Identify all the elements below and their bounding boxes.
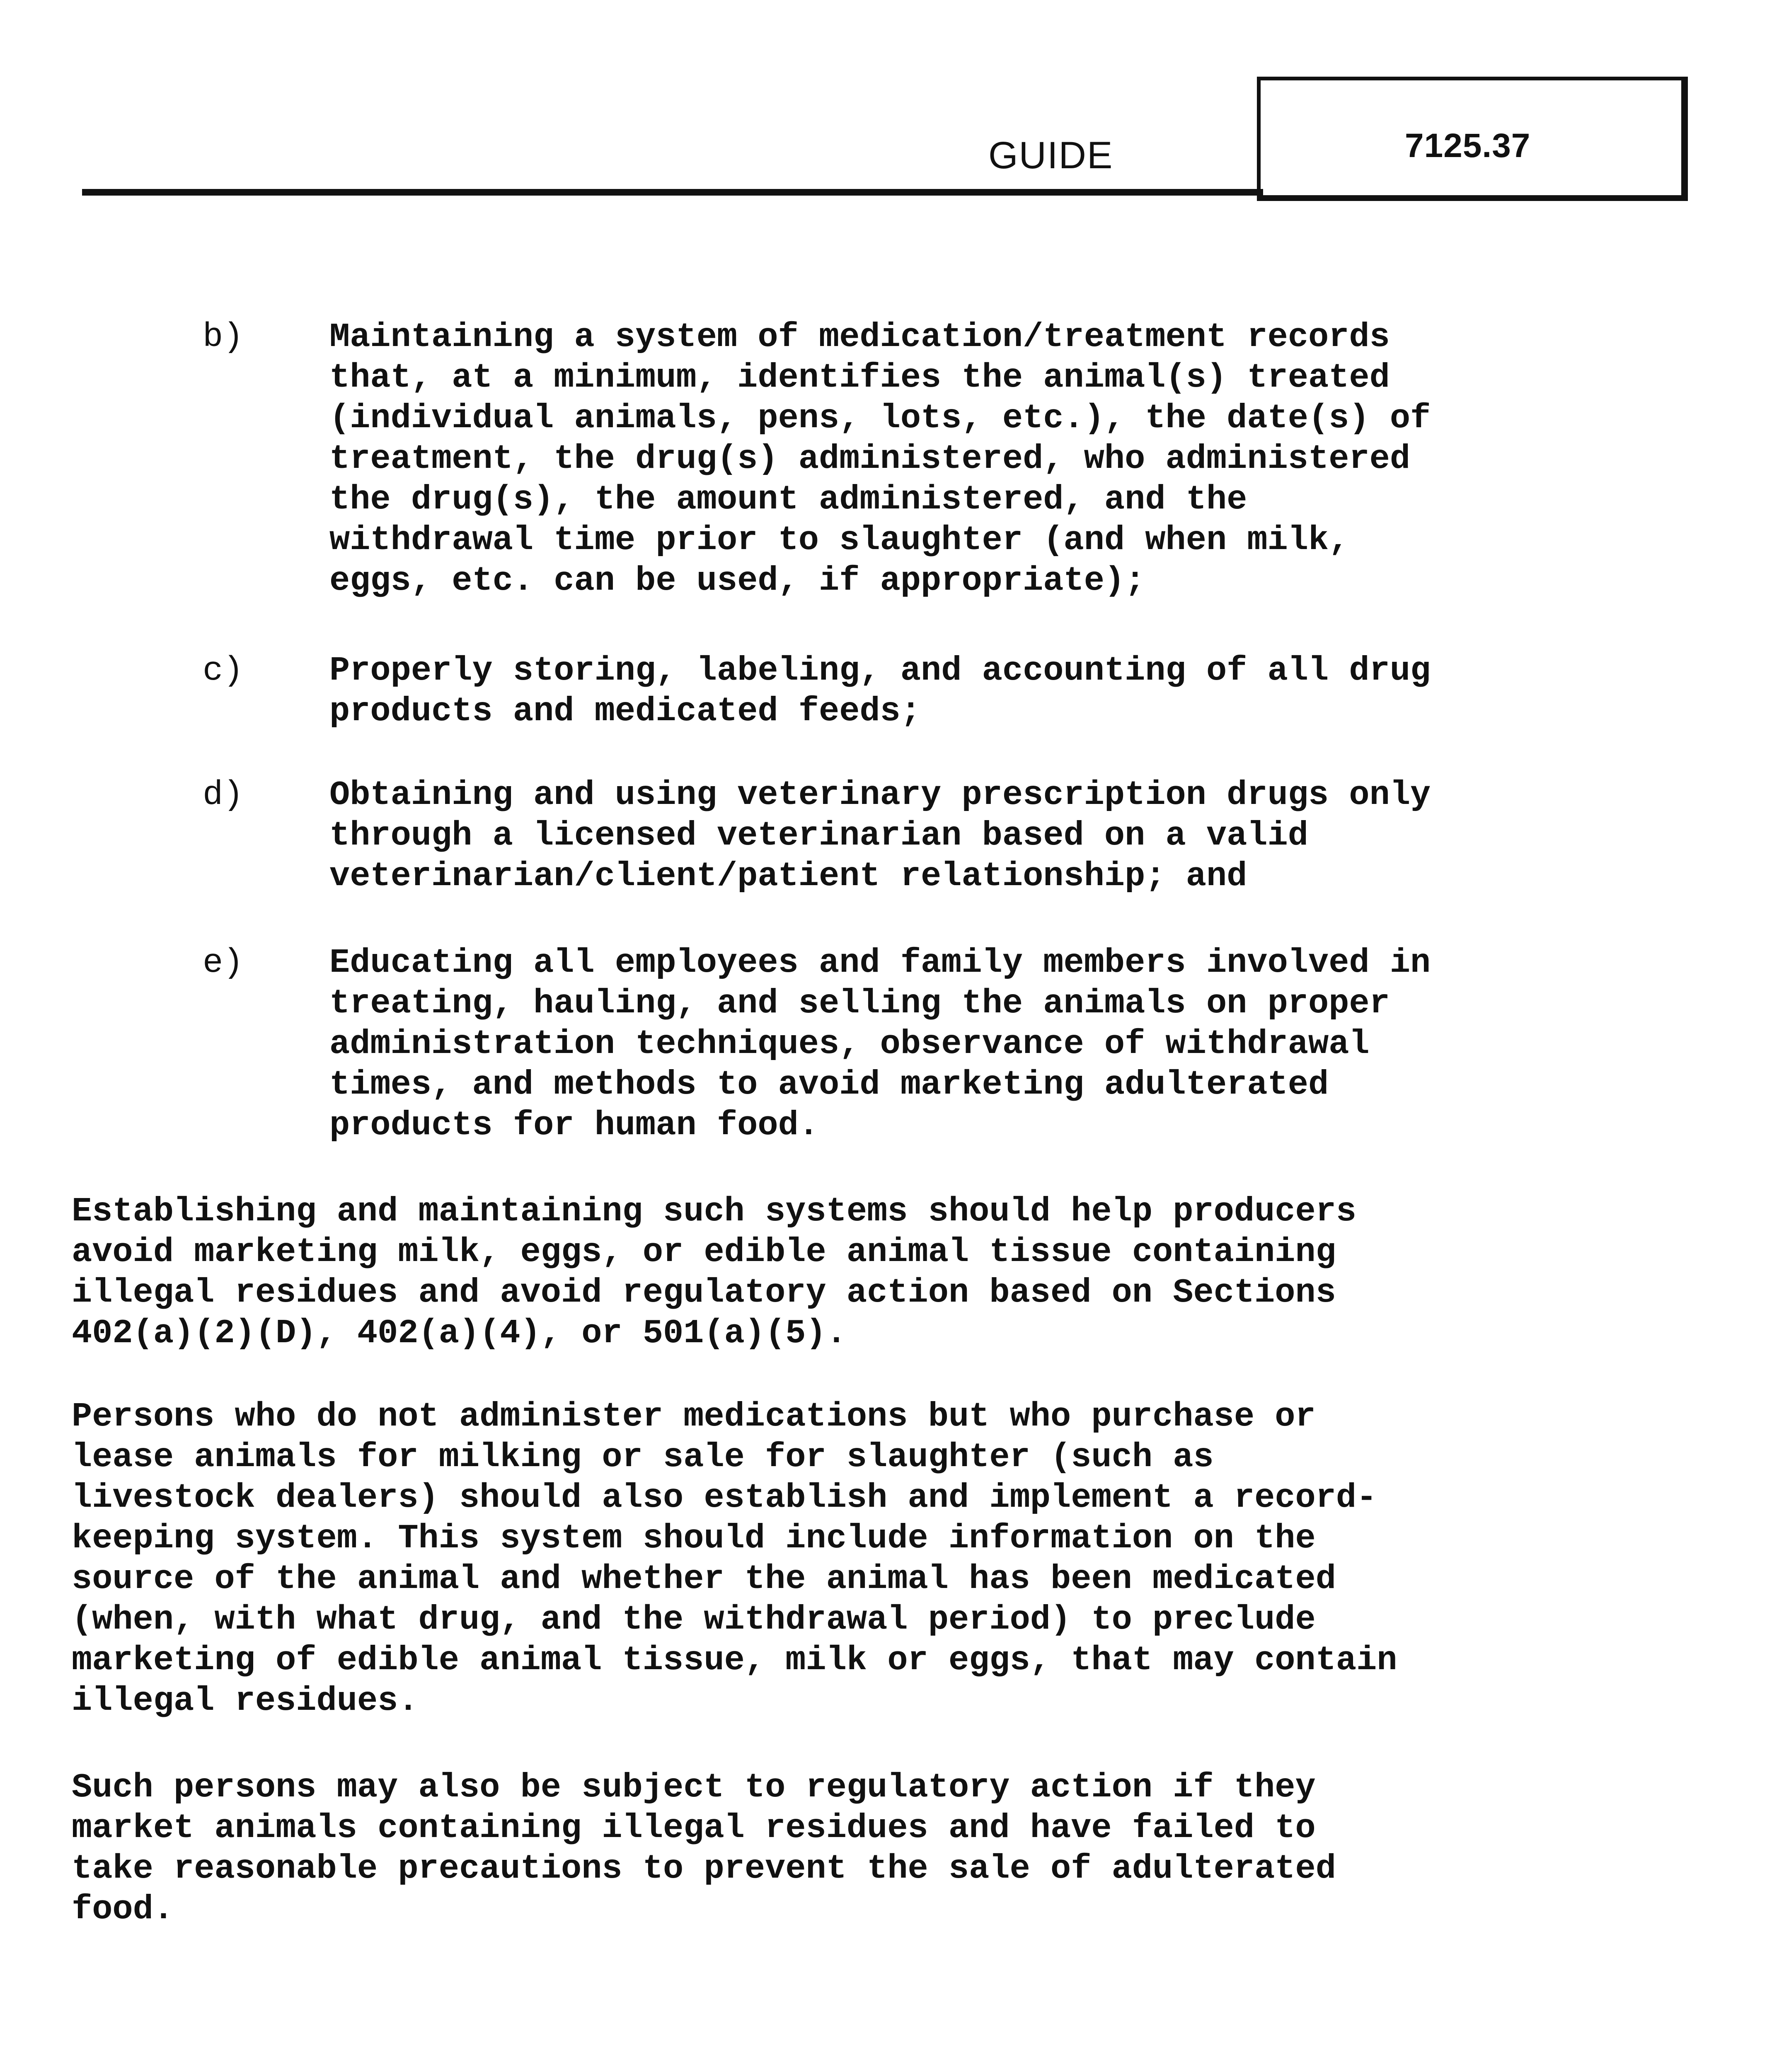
list-item-text: Educating all employees and family members involved in treating, hauling, and selling the animals on proper administration techniques, observance of withdrawal times, and methods to avoid marketing adulterated products for human food. <box>329 944 1431 1145</box>
list-item-label: b) <box>203 318 244 356</box>
list-item-label: d) <box>203 776 244 814</box>
list-item-label: e) <box>203 944 244 982</box>
list-item-label: c) <box>203 651 244 690</box>
paragraph-establishing: Establishing and maintaining such systems should help producers avoid marketing milk, eggs, or edible animal tissue containing illegal residues and avoid regulatory action based on Sections 402(a)(2)(D), 402(a)(4), or 501(a)(5). <box>72 1192 1357 1353</box>
list-item-text: Properly storing, labeling, and accounting of all drug products and medicated feeds; <box>329 651 1431 731</box>
paragraph-persons: Persons who do not administer medications but who purchase or lease animals for milking or sale for slaughter (such as livestock dealers) should also establish and implement a record- keeping system. This system should include information on the source of the animal and whether the animal has been medicated (when, with what drug, and the withdrawal period) to preclude marketing of edible animal tissue, milk or eggs, that may contain illegal residues. <box>72 1397 1397 1720</box>
header-label: GUIDE <box>988 134 1114 177</box>
list-item-text: Obtaining and using veterinary prescription drugs only through a licensed veterinarian based on a valid veterinarian/client/patient relationship; and <box>329 776 1431 896</box>
paragraph-such-persons: Such persons may also be subject to regulatory action if they market animals containing illegal residues and have failed to take reasonable precautions to prevent the sale of adulterated food. <box>72 1768 1336 1929</box>
list-item-text: Maintaining a system of medication/treatment records that, at a minimum, identifies the animal(s) treated (individual animals, pens, lots, etc.), the date(s) of treatment, the drug(s) administered, who administered the drug(s), the amount administered, and the withdrawal time prior to slaughter (and when milk, eggs, etc. can be used, if appropriate); <box>329 318 1431 600</box>
header-rule <box>82 189 1263 196</box>
document-number: 7125.37 <box>1405 127 1531 165</box>
